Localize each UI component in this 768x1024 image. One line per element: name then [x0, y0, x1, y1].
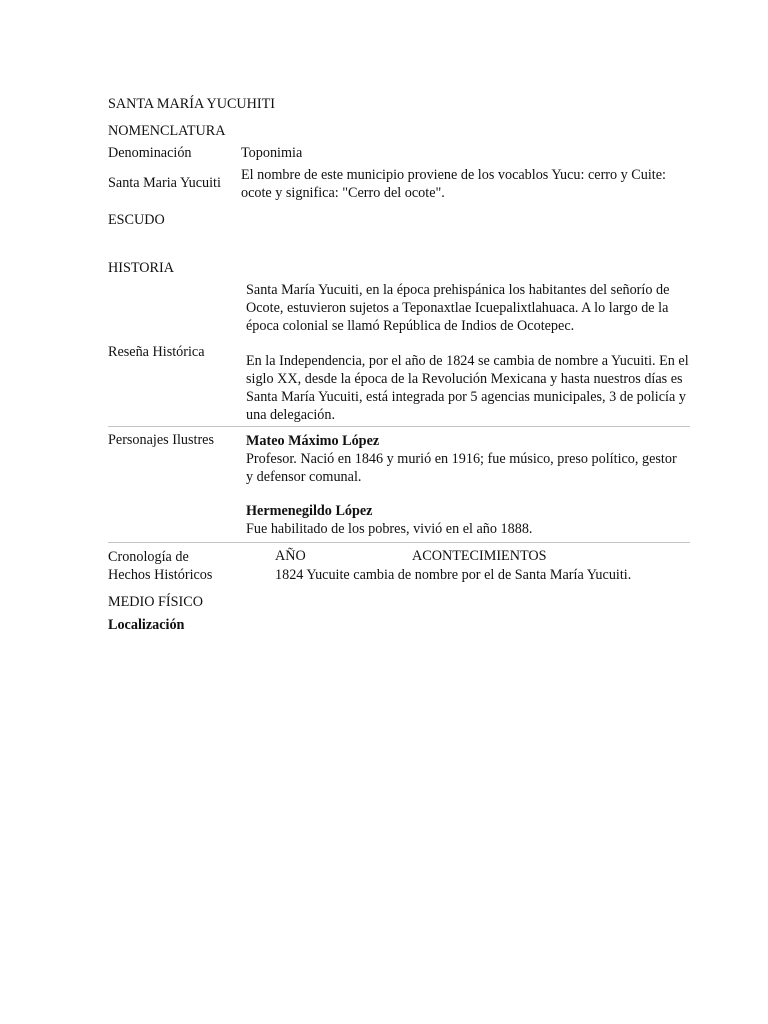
localizacion-subheading: Localización	[108, 617, 185, 633]
historia-heading: HISTORIA	[108, 260, 174, 276]
cronologia-label: Hechos Históricos	[108, 567, 213, 583]
resena-paragraph-1: Santa María Yucuiti, en la época prehispánica los habitantes del señorío de Ocote, estuvieron sujetos a Teponaxtlae Icuepalixtlahuaca. A lo largo de la época colonial se llamó República de Indios de Ocotepec.	[246, 282, 670, 334]
cronologia-events-header: ACONTECIMIENTOS	[412, 548, 547, 564]
personaje-desc: Profesor. Nació en 1846 y murió en 1916; fue músico, preso político, gestor y defensor comunal.	[246, 451, 677, 485]
personaje-name: Mateo Máximo López	[246, 433, 380, 449]
medio-fisico-heading: MEDIO FÍSICO	[108, 594, 203, 610]
cronologia-year-header: AÑO	[275, 548, 306, 564]
document-title: SANTA MARÍA YUCUHITI	[108, 96, 276, 112]
personaje-desc: Fue habilitado de los pobres, vivió en el año 1888.	[246, 521, 533, 537]
personajes-label: Personajes Ilustres	[108, 432, 214, 448]
divider	[108, 542, 690, 543]
toponimia-text: El nombre de este municipio proviene de los vocablos Yucu: cerro y Cuite: ocote y significa: "Cerro del ocote".	[241, 167, 666, 201]
denominacion-header: Denominación	[108, 145, 192, 161]
resena-paragraph-2: En la Independencia, por el año de 1824 se cambia de nombre a Yucuiti. En el siglo XX, desde la época de la Revolución Mexicana y hasta nuestros días es Santa María Yucuiti, está integrada por 5 agencias municipales, 3 de policía y una delegación.	[246, 353, 689, 423]
divider	[108, 426, 690, 427]
personaje-name: Hermenegildo López	[246, 503, 373, 519]
escudo-heading: ESCUDO	[108, 212, 165, 228]
resena-label: Reseña Histórica	[108, 344, 205, 360]
toponimia-header: Toponimia	[241, 145, 303, 161]
cronologia-label: Cronología de	[108, 549, 189, 565]
nomenclatura-heading: NOMENCLATURA	[108, 123, 226, 139]
municipio-name: Santa Maria Yucuiti	[108, 175, 221, 191]
cronologia-row: 1824 Yucuite cambia de nombre por el de Santa María Yucuiti.	[275, 567, 632, 583]
